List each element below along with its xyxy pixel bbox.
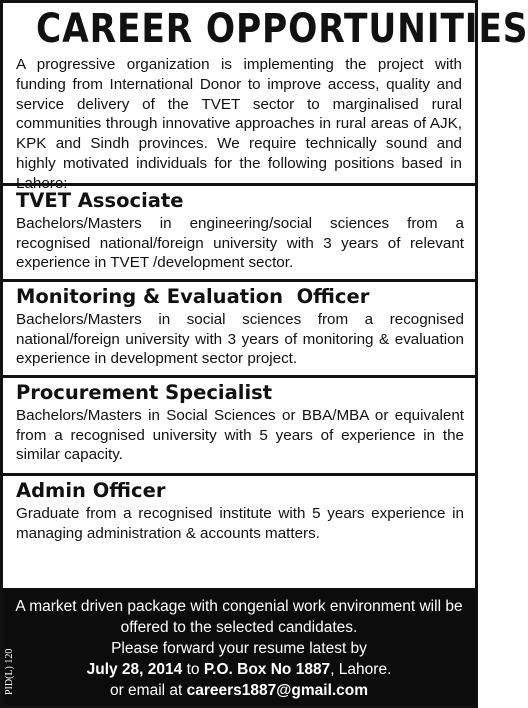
position-description: Bachelors/Masters in engineering/social sciences from a recognised national/foreign university with 3 years of relevant experience in TVET /development sector. [16,215,464,272]
application-footer [3,588,475,705]
deadline-date: July 28, 2014 [86,661,183,678]
position-title: Procurement Specialist [16,381,273,404]
email-link[interactable]: careers1887@gmail.com [186,682,369,699]
city-text: , Lahore. [330,661,392,678]
email-prefix: or email at [109,682,187,699]
to-text: to [182,661,204,678]
ad-title: CAREER OPPORTUNITIES [36,6,528,52]
position-title: Monitoring & Evaluation Officer [16,285,370,308]
position-description: Bachelors/Masters in social sciences from a recognised national/foreign university with 3 years of monitoring & evaluation experience in development sector project. [16,311,464,368]
position-title: TVET Associate [16,189,184,212]
footer-email-line [3,680,475,701]
footer-forward-line: Please forward your resume latest by [111,640,367,657]
intro-paragraph: A progressive organization is implementing the project with funding from International Donor to improve access, quality and service delivery of the TVET sector to marginalised rural communities through innovative approaches in rural areas of AJK, KPK and Sindh provinces. We require technically sound and highly motivated individuals for the following positions based in Lahore: [16,56,462,192]
footer-package-line: A market driven package with congenial work environment will be [15,598,463,615]
position-procurement-specialist [3,378,475,473]
position-description: Bachelors/Masters in Social Sciences or BBA/MBA or equivalent from a recognised university with 5 years of experience in the similar capacity. [16,407,464,464]
footer-offer-line: offered to the selected candidates. [120,619,358,636]
po-box: P.O. Box No 1887 [203,661,331,678]
reference-code: PID(L) 120 [4,648,15,695]
position-monitoring-evaluation-officer [3,282,475,375]
position-description: Graduate from a recognised institute with 5 years experience in managing administration & accounts matters. [16,505,464,542]
footer-deadline-line [3,659,475,680]
position-admin-officer [3,476,475,558]
position-title: Admin Officer [16,479,166,502]
position-tvet-associate [3,186,475,279]
